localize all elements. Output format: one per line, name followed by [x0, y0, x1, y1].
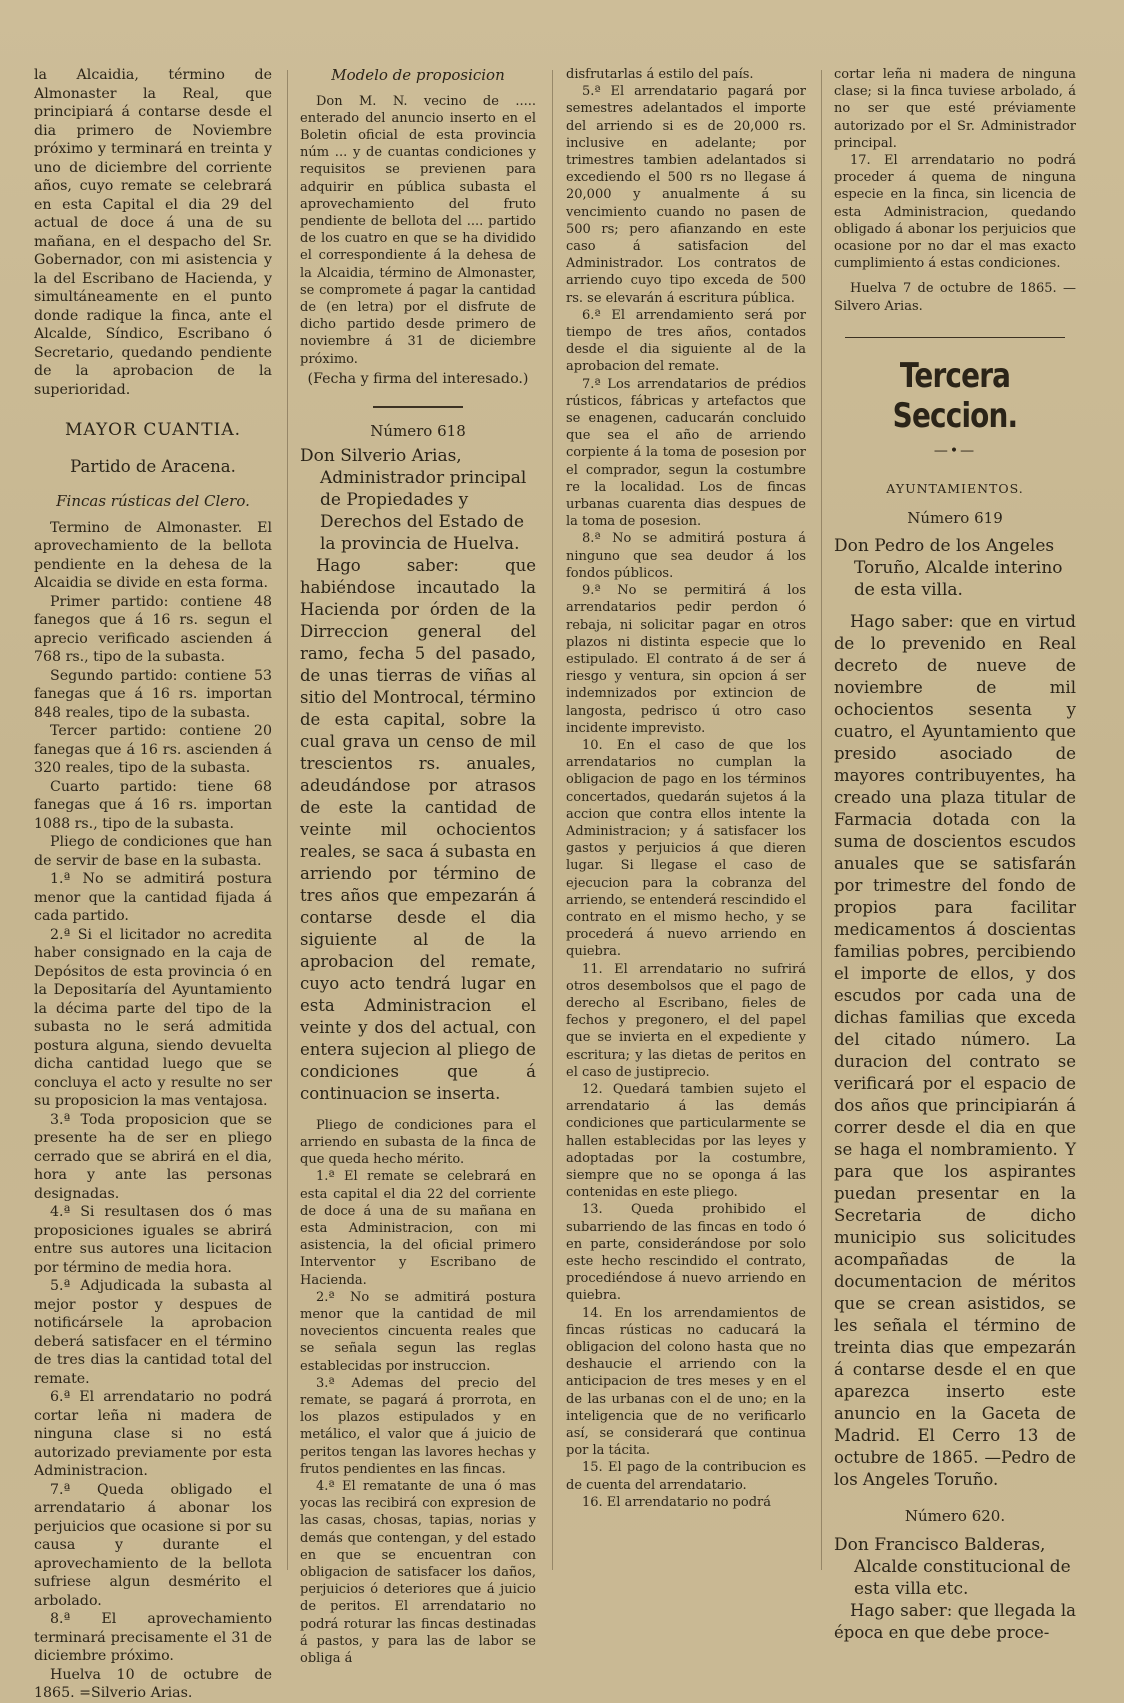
column-2: [300, 66, 536, 1667]
condition-item: 17. El arrendatario no podrá proceder á quema de ninguna especie en la finca, sin licencia de esta Administracion, quedando obligado á abonar los perjuicios que ocasione por no dar el mas exacto cumplimiento á estas condiciones.: [834, 153, 1076, 272]
ornament: —•—: [933, 442, 977, 459]
separator: [845, 337, 1065, 338]
condition-item: 4.ª Si resultasen dos ó mas proposiciones iguales se abrirá entre sus autores una licitacion por término de media hora.: [34, 1204, 272, 1276]
condition-item: 1.ª No se admitirá postura menor que la cantidad fijada á cada partido.: [34, 871, 272, 924]
condition-item: 13. Queda prohibido el subarriendo de las fincas en todo ó en parte, considerándose por solo este hecho rescindido el contrato, procediéndose á nuevo arriendo en quiebra.: [566, 1202, 806, 1304]
notice-official: Don Pedro de los Angeles Toruño, Alcalde interino de esta villa.: [834, 536, 1063, 601]
paragraph: Termino de Almonaster. El aprovechamiento de la bellota pendiente en la dehesa de la Alcaidia se divide en esta forma.: [34, 519, 272, 591]
paragraph: cortar leña ni madera de ninguna clase; si la finca tuviese arbolado, á no ser que esté préviamente autorizado por el Sr. Administrador principal.: [834, 67, 1076, 151]
paragraph: Tercer partido: contiene 20 fanegas que á 16 rs. ascienden á 320 reales, tipo de la subasta.: [34, 723, 272, 776]
model-heading: Modelo de proposicion: [331, 66, 505, 84]
condition-item: 5.ª El arrendatario pagará por semestres adelantados el importe del arriendo si es de 20,000 rs. inclusive en adelante; por trimestres tambien adelantados si excediendo el 500 rs no llegase á 20,000 y anualmente á su vencimiento cuando no pasen de 500 rs; pero afianzando en este caso á satisfacion del Administrador. Los contratos de arriendo cuyo tipo exceda de 500 rs. se elevarán á escritura pública.: [566, 84, 806, 306]
model-signature: (Fecha y firma del interesado.): [307, 370, 529, 387]
condition-item: 16. El arrendatario no podrá: [582, 1494, 771, 1510]
condition-item: 7.ª Queda obligado el arrendatario á abonar los perjuicios que ocasione si por su causa y durante el aprovechamiento de la bellota sufriese algun desmérito el arbolado.: [34, 1481, 272, 1609]
condition-item: 9.ª No se permitirá á los arrendatarios pedir perdon ó rebaja, ni solicitar pagar en otros plazos ni distinta especie que lo estipulado. El contrato á de ser á riesgo y ventura, sin opcion á ser indemnizados por extincion de langosta, pedrisco ú otro caso incidente imprevisto.: [566, 583, 806, 736]
section-heading: MAYOR CUANTIA.: [64, 420, 242, 440]
paragraph: disfrutarlas á estilo del país.: [566, 67, 754, 82]
condition-item: 14. En los arrendamientos de fincas rústicas no caducará la obligacion del colono hasta que no deshaucie el arriendo con la anticipacion de tres meses y en el de las urbanas con el de uno; en la inteligencia que de no verificarlo así, se considerará que continua por la tácita.: [566, 1305, 806, 1459]
column-3: [566, 66, 806, 1586]
notice-number: Número 618: [370, 422, 466, 441]
condition-item: 3.ª Ademas del precio del remate, se pagará á prorrota, en los plazos estipulados y en metálico, el valor que á juicio de peritos tengan las lavores hechas y frutos pendientes en las fincas.: [300, 1375, 536, 1477]
column-1: [34, 66, 272, 1701]
subsection-heading: Partido de Aracena.: [70, 456, 236, 476]
conditions-heading: Pliego de condiciones para el arriendo en subasta de la finca de que queda hecho mérito.: [300, 1117, 536, 1168]
section-subtitle: AYUNTAMIENTOS.: [886, 481, 1024, 497]
condition-item: 6.ª El arrendatario no podrá cortar leña ni madera de ninguna clase si no está autorizado previamente por esta Administracion.: [34, 1389, 272, 1479]
notice-body: Hago saber: que llegada la época en que debe proce-: [834, 1600, 1076, 1642]
notice-number: Número 620.: [904, 1507, 1006, 1526]
condition-item: 7.ª Los arrendatarios de prédios rústicos, fábricas y artefactos que se enagenen, caducarán concluido que sea el año de arriendo corpiente á la toma de posesion por el comprador, segun la costumbre re la localidad. Los de fincas urbanas cuarenta dias despues de la toma de posesion.: [566, 376, 806, 530]
condition-item: 12. Quedará tambien sujeto el arrendatario á las demás condiciones que particularmente se hallen establecidas por las leyes y adoptadas por la costumbre, siempre que no se oponga á las contenidas en este pliego.: [566, 1081, 806, 1201]
condition-item: 6.ª El arrendamiento será por tiempo de tres años, contados desde el dia siguiente al de la aprobacion del remate.: [566, 307, 806, 375]
paragraph: la Alcaidia, término de Almonaster la Real, que principiará á contarse desde el dia primero de Noviembre próximo y terminará en treinta y uno de diciembre del corriente años, cuyo remate se celebrará en esta Capital el dia 29 del actual de doce á una de su mañana, en el despacho del Sr. Gobernador, con mi asistencia y la del Escribano de Hacienda, y simultáneamente en el punto donde radique la finca, ante el Alcalde, Síndico, Escribano ó Secretario, quedando pendiente de la aprobacion de la superioridad.: [34, 67, 272, 398]
condition-item: 1.ª El remate se celebrará en esta capital el dia 22 del corriente de doce á una de su mañana en esta Administracion, con mi asistencia, la del oficial primero Interventor y Escribano de Hacienda.: [300, 1169, 536, 1288]
condition-item: 8.ª El aprovechamiento terminará precisamente el 31 de diciembre próximo.: [34, 1611, 272, 1664]
condition-item: 5.ª Adjudicada la subasta al mejor postor y despues de notificársele la aprobacion deberá satisfacer en el término de tres dias la cantidad total del remate.: [34, 1278, 272, 1387]
subsection-subheading: Fincas rústicas del Clero.: [56, 492, 250, 510]
signature-line: Huelva 10 de octubre de 1865. =Silverio Arias.: [34, 1666, 272, 1701]
notice-official: Don Francisco Balderas, Alcalde constitucional de esta villa etc.: [834, 1534, 1071, 1599]
condition-item: 2.ª Si el licitador no acredita haber consignado en la caja de Depósitos de esta provincia ó en la Depositaría del Ayuntamiento la décima parte del tipo de la subasta no le será admitida postura alguna, siendo devuelta dicha cantidad luego que se concluya el acto y resulte no ser su proposicion la mas ventajosa.: [34, 926, 272, 1109]
paragraph: Primer partido: contiene 48 fanegos que á 16 rs. segun el aprecio verificado ascienden á 768 rs., tipo de la subasta.: [34, 593, 272, 665]
condition-item: 15. El pago de la contribucion es de cuenta del arrendatario.: [566, 1460, 806, 1493]
model-text: Don M. N. vecino de ..... enterado del anuncio inserto en el Boletin oficial de esta provincia núm ... y de cuantas condiciones y requisitos se previenen para adquirir en pública subasta el aprovechamiento del fruto pendiente de bellota del .... partido de los cuatro en que se ha dividido el correspondiente á la dehesa de la Alcaidia, término de Almonaster, se compromete á pagar la cantidad de (en letra) por el disfrute de dicho partido desde primero de noviembre á 31 de diciembre próximo.: [300, 93, 536, 367]
condition-item: 4.ª El rematante de una ó mas yocas las recibirá con expresion de las casas, chosas, tapias, norias y demás que contengan, y del estado en que se encuentran con obligacion de satisfacer los daños, perjuicios ó deteriores que á juicio de peritos. El arrendatario no podrá roturar las fincas destinadas á pastos, y para las de labor se obliga á: [300, 1479, 536, 1667]
condition-item: 11. El arrendatario no sufrirá otros desembolsos que el pago de derecho al Escribano, fieles de fechos y pregonero, el del papel que se invierta en el expediente y escritura; y las dietas de peritos en el caso de justiprecio.: [566, 961, 806, 1080]
signature-line: Huelva 7 de octubre de 1865. —Silvero Arias.: [834, 281, 1076, 314]
column-divider: [287, 70, 288, 1570]
column-divider: [821, 70, 822, 1570]
notice-body: Hago saber: que en virtud de lo prevenido en Real decreto de nueve de noviembre de mil ochocientos sesenta y cuatro, el Ayuntamiento que presido asociado de mayores contribuyentes, ha creado una plaza titular de Farmacia dotada con la suma de doscientos escudos anuales que se satisfarán por trimestre del fondo de propios para facilitar medicamentos á doscientas familias pobres, percibiendo el importe de ellos, y dos escudos por cada una de dichas familias que exceda del citado número. La duracion del contrato se verificará por el espacio de dos años que principiarán á correr desde el dia en que se haga el nombramiento. Y para que los aspirantes puedan presentar en la Secretaria de dicho municipio sus solicitudes acompañadas de la documentacion de méritos que se crean asistidos, se les señala el término de treinta dias que empezarán á contarse desde el en que aparezca inserto este anuncio en la Gaceta de Madrid. El Cerro 13 de octubre de 1865. —Pedro de los Angeles Toruño.: [834, 612, 1076, 1490]
column-divider: [552, 70, 553, 1570]
notice-body: Hago saber: que habiéndose incautado la Hacienda por órden de la Dirreccion general del ramo, fecha 5 del pasado, de unas tierras de viñas al sitio del Montrocal, término de esta capital, sobre la cual grava un censo de mil trescientos rs. anuales, adeudándose por atrasos de este la cantidad de veinte mil ochocientos reales, se saca á subasta en arriendo por término de tres años que empezarán á contarse desde el dia siguiente al de la aprobacion del remate, cuyo acto tendrá lugar en esta Administracion el veinte y dos del actual, con entera sujecion al pliego de condiciones que á continuacion se inserta.: [300, 555, 536, 1103]
paragraph: Cuarto partido: tiene 68 fanegas que á 16 rs. importan 1088 rs., tipo de la subasta.: [34, 778, 272, 832]
notice-official: Don Silverio Arias, Administrador principal de Propiedades y Derechos del Estado de la provincia de Huelva.: [300, 445, 527, 554]
section-title: Tercera Seccion.: [892, 355, 1018, 436]
paragraph: Segundo partido: contiene 53 fanegas que á 16 rs. importan 848 reales, tipo de la subasta.: [34, 667, 272, 721]
condition-item: 10. En el caso de que los arrendatarios no cumplan la obligacion de pago en los términos concertados, quedarán sujetos á la accion que contra ellos intente la Administracion; y á satisfacer los gastos y perjuicios á que dieren lugar. Si llegase el caso de ejecucion para la cobranza del arriendo, se entenderá rescindido el contrato en el mismo hecho, y se procederá á nuevo arriendo en quiebra.: [566, 737, 806, 960]
condition-item: 8.ª No se admitirá postura á ninguno que sea deudor á los fondos públicos.: [566, 531, 806, 581]
column-4: [834, 66, 1076, 1642]
condition-item: 3.ª Toda proposicion que se presente ha de ser en pliego cerrado que se abrirá en el dia, hora y ante las personas designadas.: [34, 1111, 272, 1202]
separator: [373, 406, 463, 408]
notice-number: Número 619: [907, 508, 1003, 527]
paragraph: Pliego de condiciones que han de servir de base en la subasta.: [34, 834, 272, 869]
condition-item: 2.ª No se admitirá postura menor que la cantidad de mil novecientos cincuenta reales que se señala segun las reglas establecidas por instruccion.: [300, 1289, 536, 1374]
